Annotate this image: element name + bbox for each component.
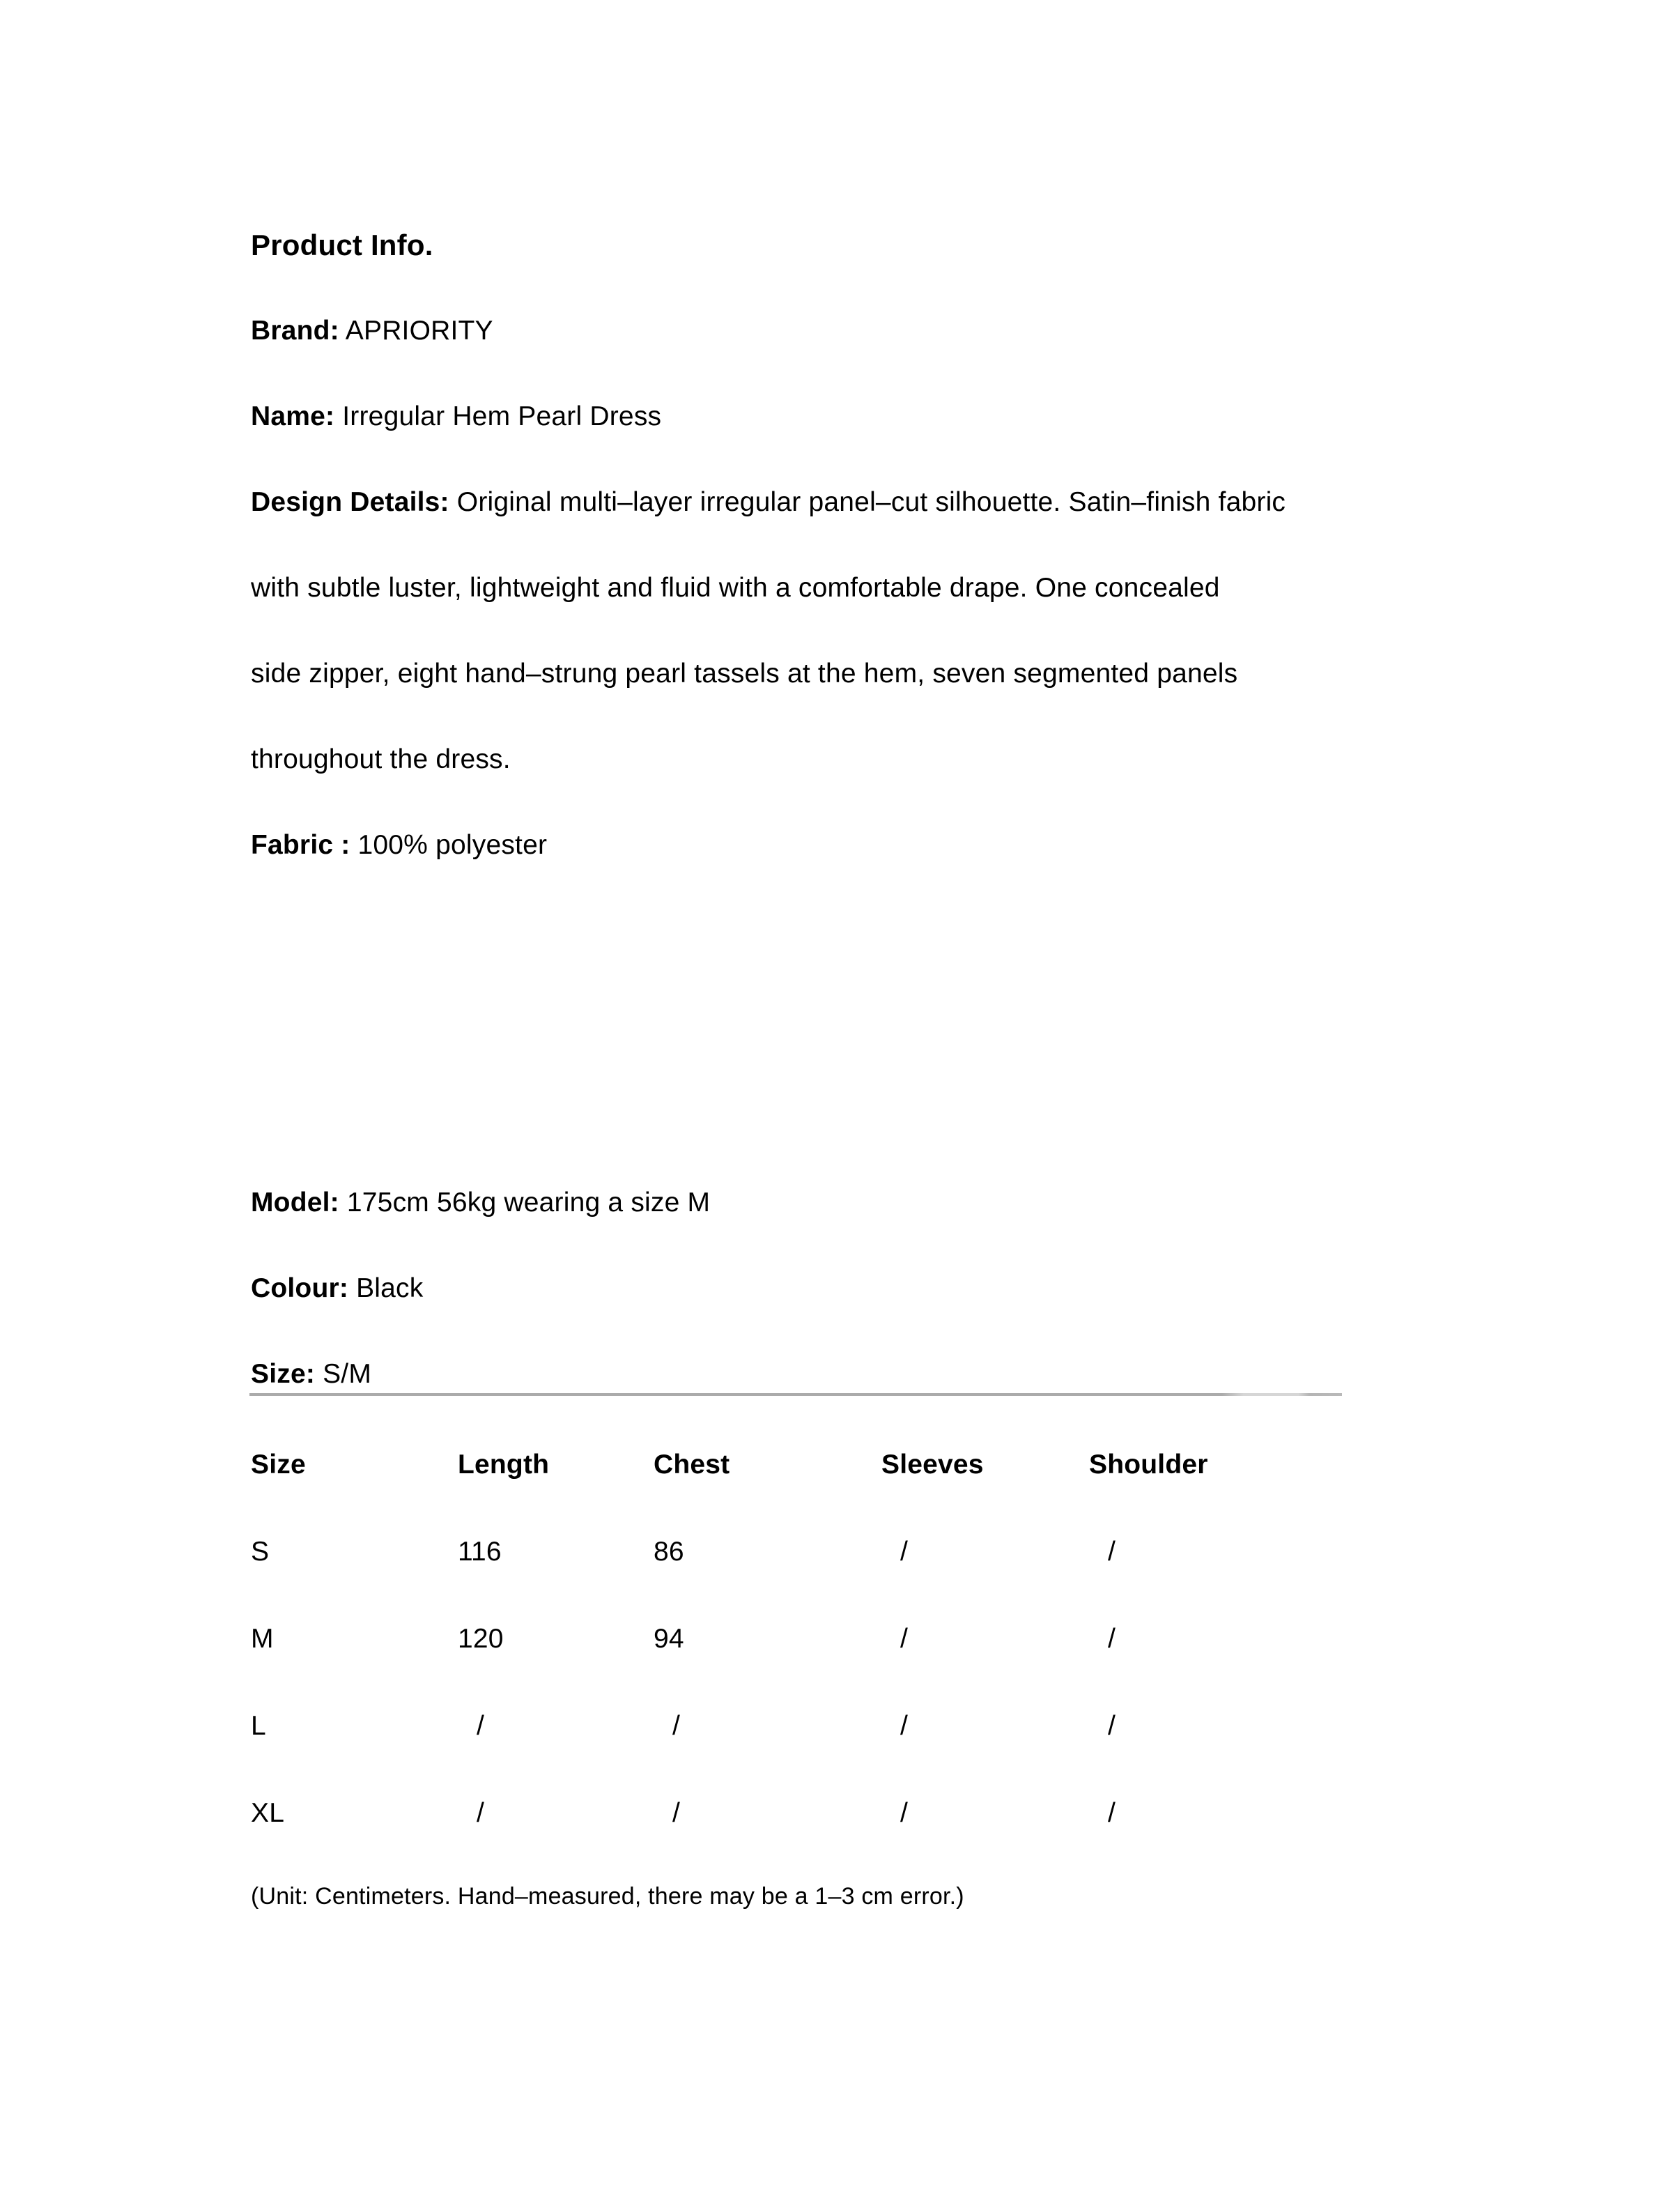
cell-size: L	[251, 1711, 266, 1741]
name-label: Name:	[251, 401, 335, 431]
brand-row	[251, 288, 493, 374]
page-title: Product Info.	[251, 229, 433, 261]
brand-value: APRIORITY	[345, 316, 493, 346]
design-details-text: side zipper, eight hand–strung pearl tassels at the hem, seven segmented panels	[251, 659, 1238, 689]
cell-shoulder: /	[1108, 1711, 1116, 1741]
size-label: Size:	[251, 1359, 316, 1389]
design-details-text: with subtle luster, lightweight and fluid with a comfortable drape. One concealed	[251, 573, 1220, 603]
cell-shoulder: /	[1108, 1624, 1116, 1654]
table-row-m	[251, 1595, 1421, 1682]
table-row-l	[251, 1682, 1421, 1769]
fabric-value: 100% polyester	[357, 830, 548, 860]
table-header-row	[251, 1421, 1421, 1508]
cell-length: 116	[458, 1537, 502, 1567]
cell-shoulder: /	[1108, 1537, 1116, 1567]
design-details-line-2	[251, 545, 1220, 631]
cell-size: XL	[251, 1798, 285, 1828]
cell-chest: 86	[654, 1537, 684, 1567]
column-header-chest: Chest	[654, 1450, 730, 1480]
size-section-divider	[249, 1393, 1342, 1396]
fabric-row	[251, 802, 547, 888]
design-details-text: Original multi–layer irregular panel–cut silhouette. Satin–finish fabric	[456, 487, 1286, 517]
size-row	[251, 1331, 371, 1417]
cell-size: S	[251, 1537, 270, 1567]
column-header-length: Length	[458, 1450, 550, 1480]
design-details-text: throughout the dress.	[251, 744, 511, 774]
cell-chest: 94	[654, 1624, 684, 1654]
cell-chest: /	[672, 1711, 681, 1741]
model-value: 175cm 56kg wearing a size M	[346, 1188, 711, 1218]
model-label: Model:	[251, 1188, 339, 1218]
cell-length: /	[477, 1798, 485, 1828]
column-header-size: Size	[251, 1450, 306, 1480]
model-row	[251, 1160, 710, 1245]
design-details-label: Design Details:	[251, 487, 449, 517]
cell-length: 120	[458, 1624, 504, 1654]
cell-size: M	[251, 1624, 274, 1654]
brand-label: Brand:	[251, 316, 339, 346]
size-chart-table	[251, 1421, 1421, 1857]
cell-shoulder: /	[1108, 1798, 1116, 1828]
cell-sleeves: /	[900, 1798, 909, 1828]
name-value: Irregular Hem Pearl Dress	[342, 401, 662, 431]
fabric-label: Fabric :	[251, 830, 350, 860]
cell-length: /	[477, 1711, 485, 1741]
cell-sleeves: /	[900, 1711, 909, 1741]
table-row-xl	[251, 1769, 1421, 1857]
colour-value: Black	[356, 1273, 424, 1303]
colour-row	[251, 1245, 423, 1331]
cell-sleeves: /	[900, 1537, 909, 1567]
column-header-sleeves: Sleeves	[881, 1450, 984, 1480]
design-details-line-4	[251, 716, 511, 802]
colour-label: Colour:	[251, 1273, 349, 1303]
cell-chest: /	[672, 1798, 681, 1828]
table-row-s	[251, 1508, 1421, 1595]
design-details-line-3	[251, 631, 1237, 716]
unit-note: (Unit: Centimeters. Hand–measured, there may be a 1–3 cm error.)	[251, 1883, 964, 1910]
name-row	[251, 374, 661, 459]
cell-sleeves: /	[900, 1624, 909, 1654]
column-header-shoulder: Shoulder	[1089, 1450, 1208, 1480]
design-details-line-1	[251, 459, 1286, 545]
size-value: S/M	[323, 1359, 372, 1389]
